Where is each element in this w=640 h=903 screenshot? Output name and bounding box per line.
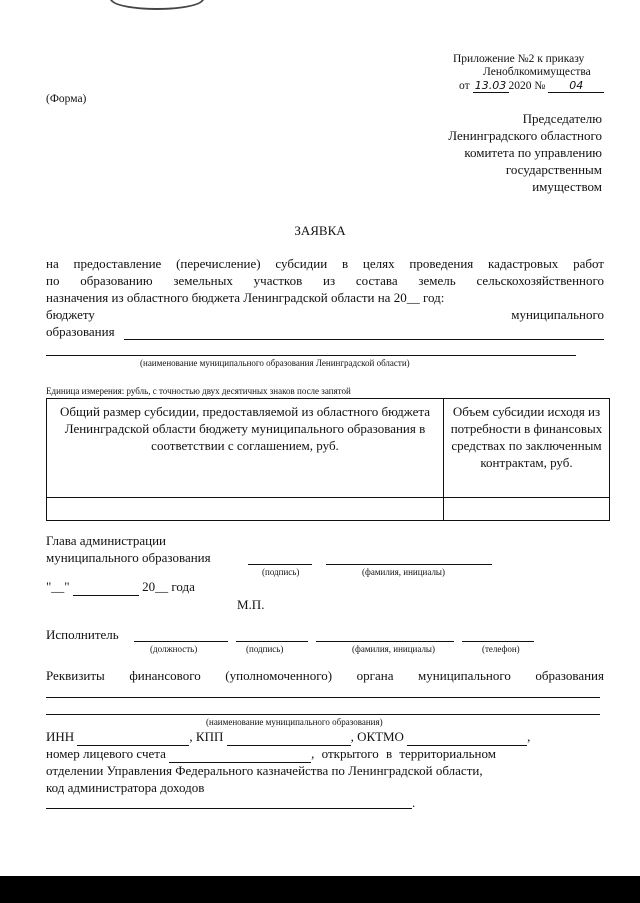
scan-bottom-edge bbox=[0, 876, 640, 903]
inn-field[interactable] bbox=[77, 729, 189, 746]
appendix-no-value: 04 bbox=[548, 79, 604, 93]
date-day: "__" bbox=[46, 579, 70, 594]
appendix-no-label: № bbox=[534, 80, 546, 92]
inn-kpp-oktmo-line: ИНН , КПП , ОКТМО , bbox=[46, 729, 531, 744]
appendix-date-value: 13.03 bbox=[473, 79, 509, 93]
seal-label: М.П. bbox=[237, 597, 265, 612]
account-field[interactable] bbox=[169, 746, 311, 763]
formation-word: образования bbox=[46, 324, 115, 339]
treasury-line: отделении Управления Федерального казначейства по Ленинградской области, bbox=[46, 763, 483, 778]
addressee-line: комитета по управлению bbox=[464, 145, 602, 160]
municipality-name-line[interactable] bbox=[124, 339, 604, 340]
addressee-line: Председателю bbox=[522, 111, 602, 126]
executor-name-caption: (фамилия, инициалы) bbox=[352, 644, 435, 654]
appendix-line-2: Леноблкомимущества bbox=[483, 66, 591, 78]
page-title: ЗАЯВКА bbox=[294, 223, 346, 238]
municipality-caption: (наименование муниципального образования Ленинградской области) bbox=[140, 358, 410, 368]
executor-name-field[interactable] bbox=[316, 641, 454, 642]
units-note: Единица измерения: рубль, с точностью двух десятичных знаков после запятой bbox=[46, 386, 351, 396]
addressee-line: Ленинградского областного bbox=[448, 128, 602, 143]
executor-phone-caption: (телефон) bbox=[482, 644, 520, 654]
head-name-field[interactable] bbox=[326, 564, 492, 565]
appendix-date-line bbox=[459, 79, 604, 93]
date-month-field[interactable] bbox=[73, 579, 139, 596]
head-date bbox=[46, 579, 195, 596]
account-label: номер лицевого счета bbox=[46, 746, 166, 761]
scan-mark bbox=[110, 0, 204, 10]
admin-code-label: код администратора доходов bbox=[46, 780, 205, 795]
oktmo-field[interactable] bbox=[407, 729, 527, 746]
budget-word: бюджету bbox=[46, 307, 95, 322]
executor-signature-field[interactable] bbox=[236, 641, 308, 642]
requisites-caption: (наименование муниципального образования) bbox=[206, 717, 383, 727]
date-year: 20__ года bbox=[142, 579, 195, 594]
addressee-line: имуществом bbox=[532, 179, 602, 194]
head-name-caption: (фамилия, инициалы) bbox=[362, 567, 445, 577]
addressee-line: государственным bbox=[505, 162, 602, 177]
executor-position-caption: (должность) bbox=[150, 644, 198, 654]
addressee-block bbox=[448, 110, 602, 195]
executor-position-field[interactable] bbox=[134, 641, 228, 642]
table-cell-demand[interactable] bbox=[444, 498, 610, 521]
body-line-3: назначения из областного бюджета Ленинградской области на 20__ год: bbox=[46, 290, 445, 305]
body-line-2: по образованию земельных участков из состава земель сельскохозяйственного bbox=[46, 273, 604, 288]
account-tail: , открытого в территориальном bbox=[311, 746, 496, 761]
municipal-word: муниципального bbox=[511, 307, 604, 322]
requisites-line: Реквизиты финансового (уполномоченного) органа муниципального образования bbox=[46, 668, 604, 683]
executor-signature-caption: (подпись) bbox=[246, 644, 284, 654]
account-line bbox=[46, 746, 496, 763]
head-title-line-1: Глава администрации bbox=[46, 533, 167, 548]
executor-phone-field[interactable] bbox=[462, 641, 534, 642]
form-label: (Форма) bbox=[46, 93, 87, 105]
inn-label: ИНН bbox=[46, 729, 75, 744]
table-header-total: Общий размер субсидии, предоставляемой из областного бюджета Ленинградской области бюджету муниципального образования в соответствии с соглашением, руб. bbox=[47, 399, 444, 498]
head-signature-field[interactable] bbox=[248, 564, 312, 565]
appendix-line-1: Приложение №2 к приказу bbox=[453, 53, 585, 65]
body-line-1: на предоставление (перечисление) субсидии в целях проведения кадастровых работ bbox=[46, 256, 604, 271]
appendix-year: 2020 bbox=[508, 80, 532, 92]
kpp-label: , КПП bbox=[189, 729, 224, 744]
appendix-date-prefix: от bbox=[459, 80, 470, 92]
admin-code-period: . bbox=[412, 795, 416, 810]
municipality-name-line-2[interactable] bbox=[46, 355, 576, 356]
head-title-line-2: муниципального образования bbox=[46, 550, 211, 565]
head-signature-caption: (подпись) bbox=[262, 567, 300, 577]
requisites-field-2[interactable] bbox=[46, 714, 600, 715]
table-cell-total[interactable] bbox=[47, 498, 444, 521]
executor-label: Исполнитель bbox=[46, 627, 119, 642]
admin-code-field[interactable] bbox=[46, 808, 412, 809]
kpp-field[interactable] bbox=[227, 729, 351, 746]
oktmo-label: , ОКТМО bbox=[350, 729, 404, 744]
table-header-demand: Объем субсидии исходя из потребности в финансовых средствах по заключенным контрактам, руб. bbox=[444, 399, 610, 498]
subsidy-table bbox=[46, 398, 610, 521]
requisites-field-1[interactable] bbox=[46, 697, 600, 698]
